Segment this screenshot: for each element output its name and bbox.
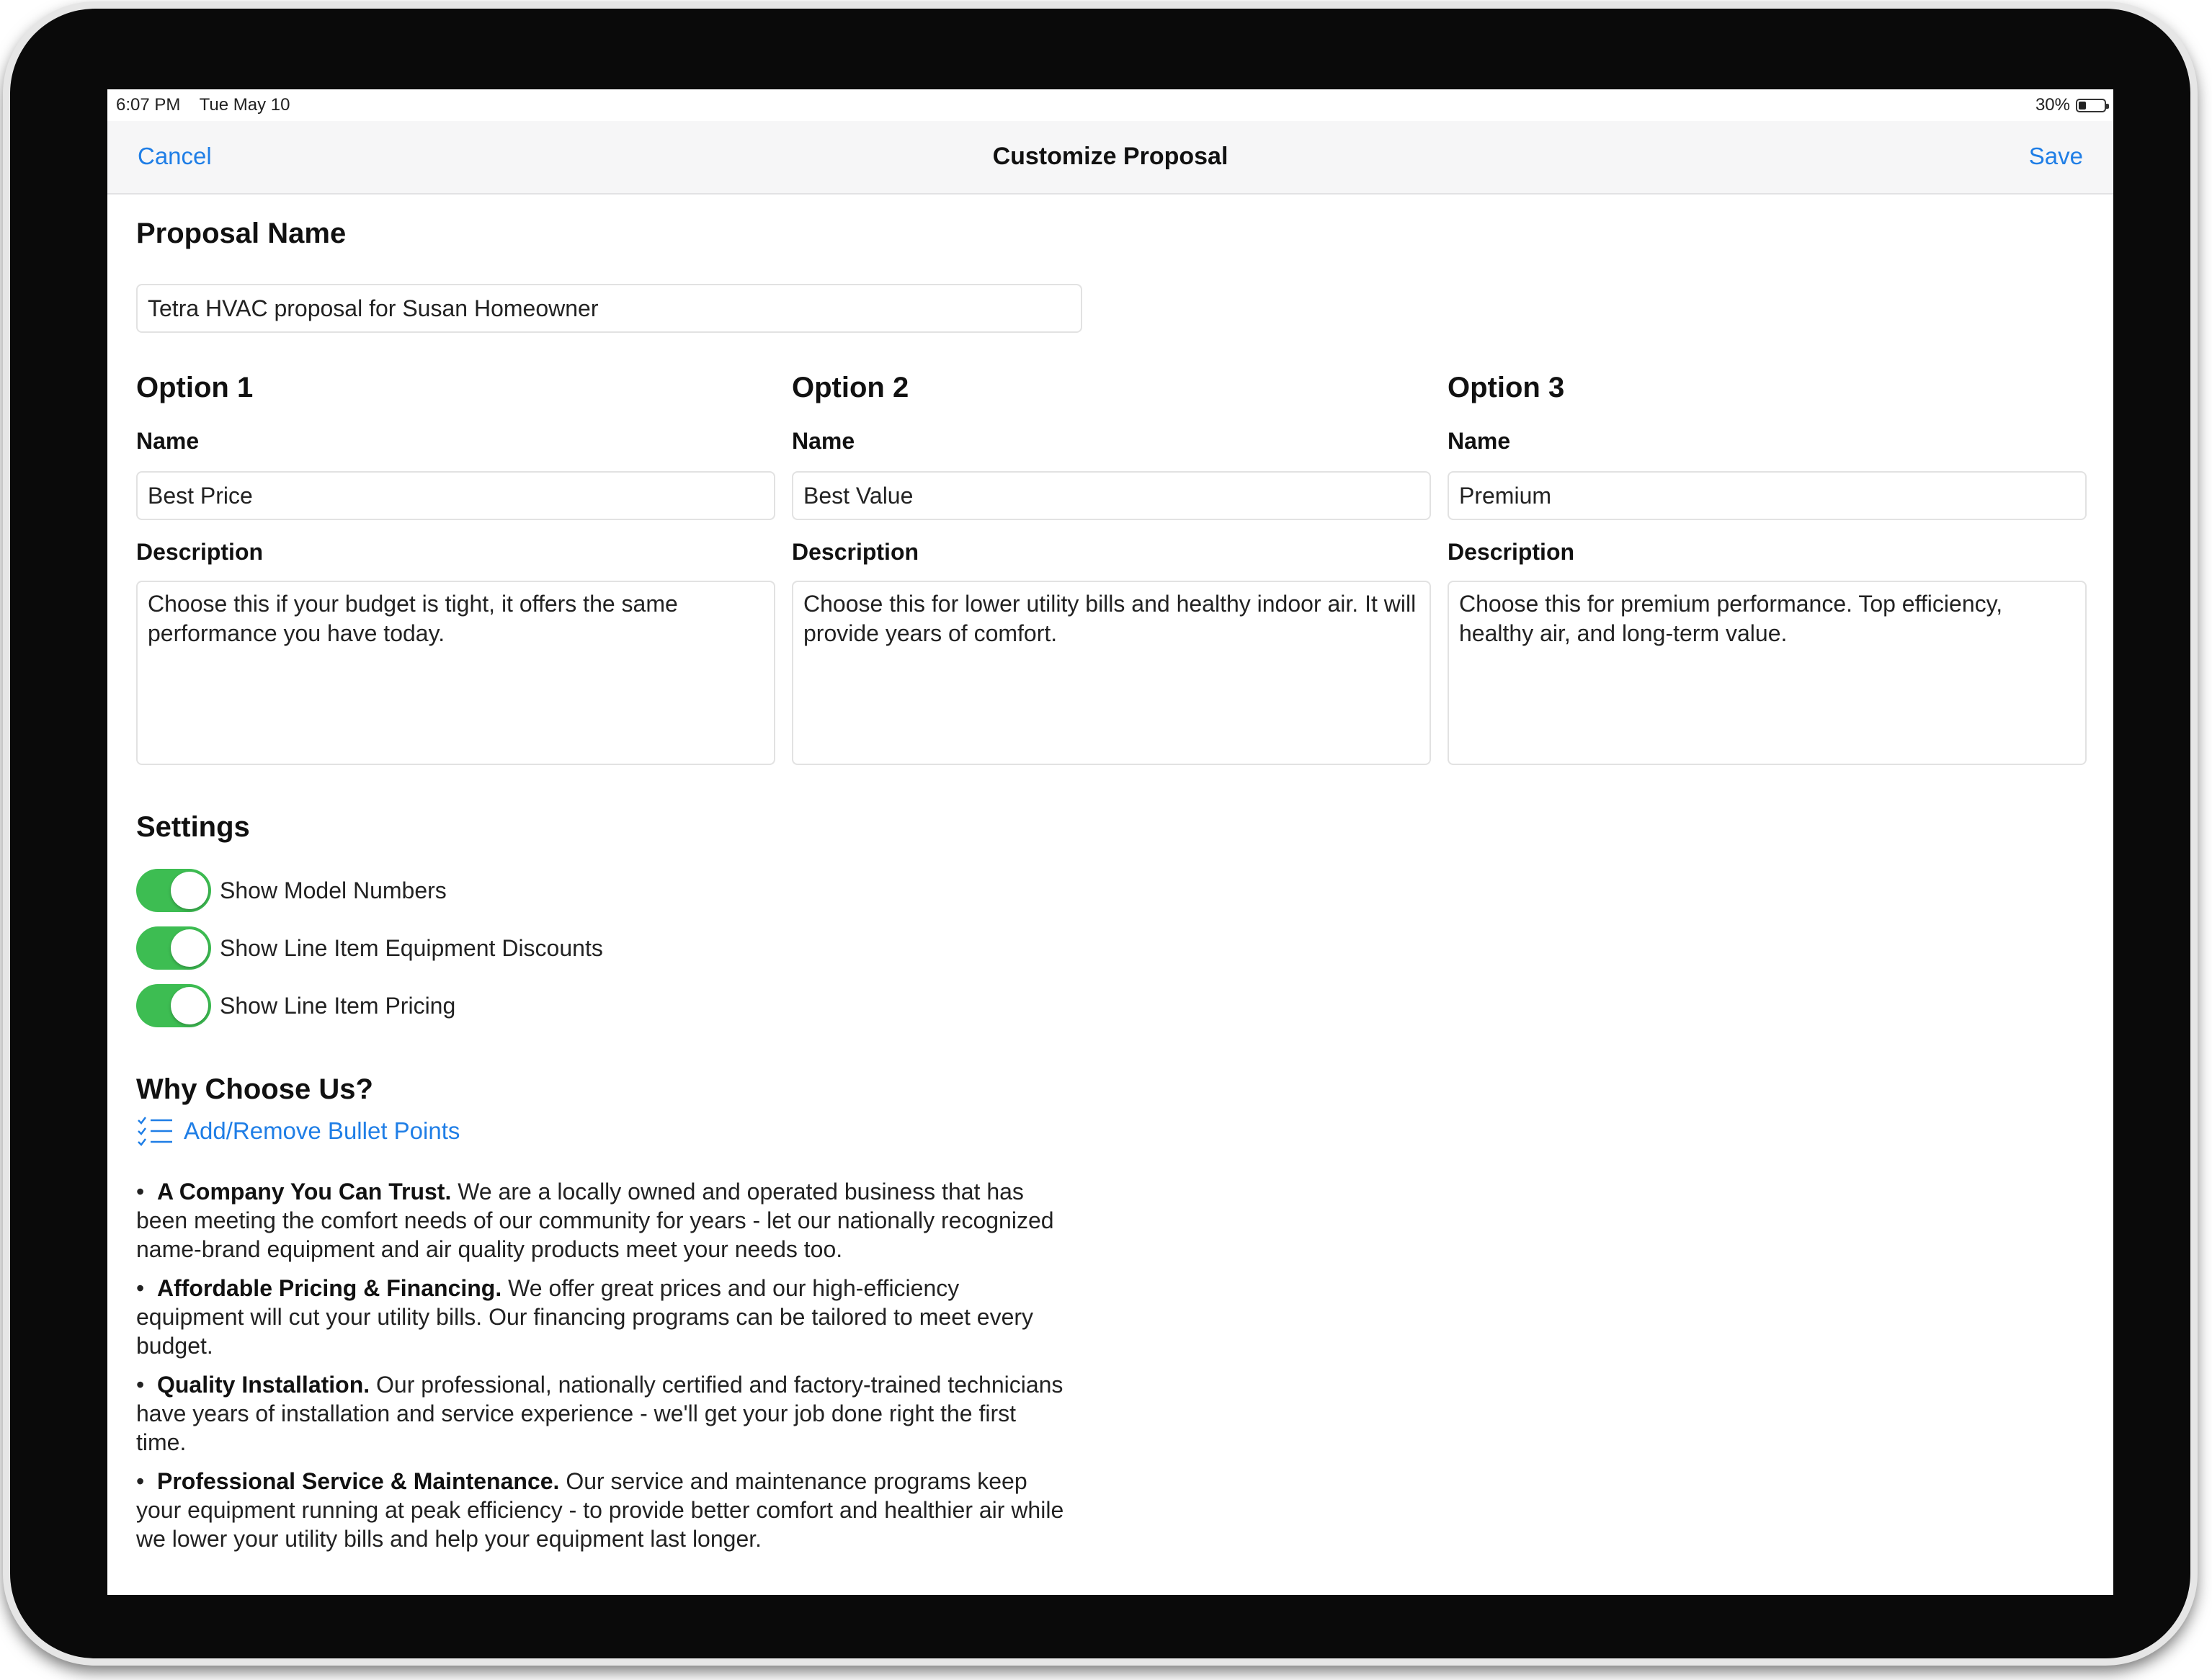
bullet-title: Professional Service & Maintenance.: [156, 1468, 560, 1494]
option-2-name-label: Name: [792, 428, 855, 454]
option-2-name-input[interactable]: Best Value: [792, 471, 1431, 520]
bullet-text: Our professional, nationally certified and factory-trained technicians have years of installation and service experience - we'll get your job done right the first time.: [136, 1372, 1063, 1455]
option-3-name-input[interactable]: Premium: [1448, 471, 2087, 520]
option-3-heading: Option 3: [1448, 372, 1565, 403]
cancel-button[interactable]: Cancel: [138, 143, 212, 169]
battery-icon: [2076, 99, 2106, 112]
app-screen: [107, 89, 2113, 1595]
settings-heading: Settings: [136, 811, 250, 843]
why-choose-us-bullet-list: [136, 1177, 1066, 1563]
battery-percent: 30%: [2035, 95, 2070, 115]
navigation-bar: [107, 121, 2113, 195]
option-1-description-label: Description: [136, 539, 264, 565]
option-1-heading: Option 1: [136, 372, 254, 403]
option-1-name-input[interactable]: Best Price: [136, 471, 775, 520]
toggle-label: Show Model Numbers: [220, 877, 447, 903]
why-choose-us-heading: Why Choose Us?: [136, 1073, 373, 1105]
option-2-description-label: Description: [792, 539, 919, 565]
bullet-title: Quality Installation.: [156, 1372, 370, 1398]
show-line-item-equipment-discounts-toggle[interactable]: [136, 926, 211, 970]
bulleted-list-icon: [136, 1115, 174, 1147]
option-2-heading: Option 2: [792, 372, 909, 403]
save-button[interactable]: Save: [2028, 143, 2083, 169]
option-1-description-input[interactable]: Choose this if your budget is tight, it offers the same performance you have today.: [136, 581, 775, 765]
bullet-item: • Quality Installation. Our professional, nationally certified and factory-trained technicians have years of installation and service experience - we'll get your job done right the first time.: [136, 1372, 1063, 1455]
toggle-label: Show Line Item Pricing: [220, 992, 456, 1019]
option-3-name-label: Name: [1448, 428, 1511, 454]
show-model-numbers-toggle[interactable]: [136, 869, 211, 912]
option-1-name-label: Name: [136, 428, 200, 454]
proposal-name-heading: Proposal Name: [136, 218, 347, 249]
add-remove-bullet-points-link[interactable]: [136, 1115, 460, 1147]
bullet-title: Affordable Pricing & Financing.: [156, 1275, 502, 1301]
toggle-label: Show Line Item Equipment Discounts: [220, 934, 603, 961]
setting-show-line-item-pricing: [136, 983, 455, 1029]
status-time: 6:07 PM: [116, 95, 181, 115]
bullet-item: • Professional Service & Maintenance. Our service and maintenance programs keep your equipment running at peak efficiency - to provide better comfort and healthier air while we lower your utility bills and help your equipment last longer.: [136, 1468, 1064, 1552]
option-3-description-label: Description: [1448, 539, 1575, 565]
show-line-item-pricing-toggle[interactable]: [136, 984, 211, 1027]
bullet-item: • Affordable Pricing & Financing. We offer great prices and our high-efficiency equipment will cut your utility bills. Our financing programs can be tailored to meet every budget.: [136, 1275, 1034, 1359]
proposal-name-input[interactable]: Tetra HVAC proposal for Susan Homeowner: [136, 284, 1082, 333]
page-title: Customize Proposal: [992, 143, 1228, 170]
setting-show-model-numbers: [136, 867, 447, 913]
add-remove-bullet-points-label: Add/Remove Bullet Points: [184, 1117, 460, 1144]
option-3-description-input[interactable]: Choose this for premium performance. Top efficiency, healthy air, and long-term value.: [1448, 581, 2087, 765]
bullet-text: We offer great prices and our high-efficiency equipment will cut your utility bills. Our financing programs can be tailored to meet every budget.: [136, 1275, 1034, 1359]
bullet-item: • A Company You Can Trust. We are a locally owned and operated business that has been meeting the comfort needs of our community for years - let our nationally recognized name-brand equipment and air quality products meet your needs too.: [136, 1179, 1054, 1262]
option-2-description-input[interactable]: Choose this for lower utility bills and healthy indoor air. It will provide years of comfort.: [792, 581, 1431, 765]
setting-show-line-item-equipment-discounts: [136, 925, 603, 971]
status-bar: [107, 89, 2113, 121]
ipad-frame: [10, 9, 2190, 1658]
bullet-title: A Company You Can Trust.: [156, 1179, 452, 1205]
bullet-text: We are a locally owned and operated business that has been meeting the comfort needs of our community for years - let our nationally recognized name-brand equipment and air quality products meet your needs too.: [136, 1179, 1054, 1262]
status-date: Tue May 10: [199, 95, 290, 115]
bullet-text: Our service and maintenance programs keep your equipment running at peak efficiency - to provide better comfort and healthier air while we lower your utility bills and help your equipment last longer.: [136, 1468, 1064, 1552]
